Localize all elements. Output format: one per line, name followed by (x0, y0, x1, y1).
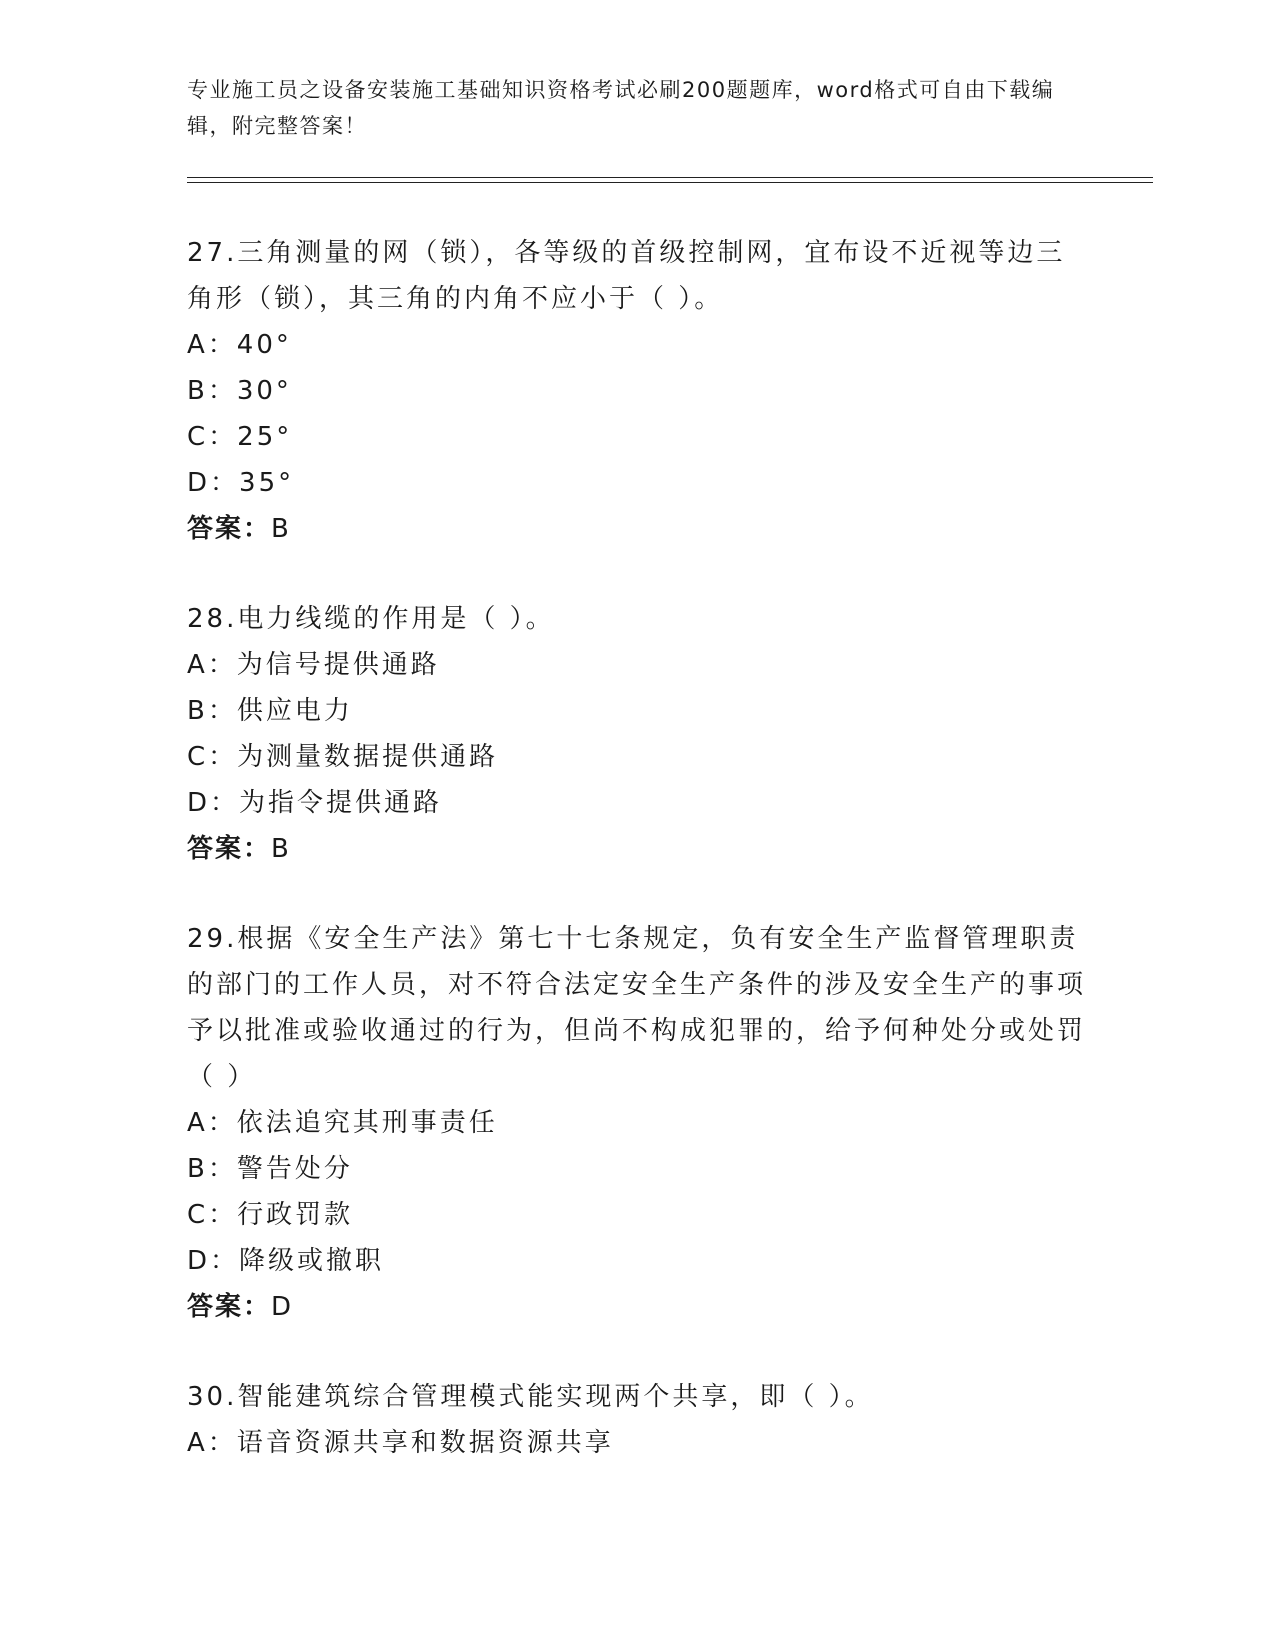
question-27 (187, 230, 1087, 552)
answer-line (187, 506, 1087, 552)
question-text: 27.三角测量的网（锁），各等级的首级控制网，宜布设不近视等边三角形（锁），其三角的内角不应小于（ ）。 (187, 238, 1066, 314)
option-b: B：警告处分 (187, 1154, 353, 1184)
answer-line (187, 1284, 1087, 1330)
question-text: 30.智能建筑综合管理模式能实现两个共享，即（ ）。 (187, 1382, 874, 1412)
answer-value: B (271, 514, 291, 544)
document-header: 专业施工员之设备安装施工基础知识资格考试必刷200题题库，word格式可自由下载编辑，附完整答案！ (187, 78, 1055, 138)
option-d: D：35° (187, 468, 295, 498)
answer-label: 答案： (187, 514, 272, 544)
option-c: C：25° (187, 422, 293, 452)
option-d: D：降级或撤职 (187, 1246, 385, 1276)
option-d: D：为指令提供通路 (187, 788, 443, 818)
question-29 (187, 916, 1087, 1330)
question-list (187, 230, 1087, 1510)
question-text: 29.根据《安全生产法》第七十七条规定，负有安全生产监督管理职责的部门的工作人员，对不符合法定安全生产条件的涉及安全生产的事项予以批准或验收通过的行为，但尚不构成犯罪的，给予何种处分或处罚（ ） (187, 924, 1087, 1092)
question-text: 28.电力线缆的作用是（ ）。 (187, 604, 555, 634)
option-a: A：40° (187, 330, 292, 360)
question-28 (187, 596, 1087, 872)
option-c: C：为测量数据提供通路 (187, 742, 499, 772)
option-b: B：30° (187, 376, 292, 406)
answer-value: B (271, 834, 291, 864)
option-a: A：为信号提供通路 (187, 650, 440, 680)
answer-label: 答案： (187, 1292, 272, 1322)
question-30 (187, 1374, 1087, 1466)
option-a: A：依法追究其刑事责任 (187, 1108, 498, 1138)
option-a: A：语音资源共享和数据资源共享 (187, 1428, 614, 1458)
header-divider-bottom (187, 182, 1153, 183)
option-b: B：供应电力 (187, 696, 353, 726)
answer-label: 答案： (187, 834, 272, 864)
option-c: C：行政罚款 (187, 1200, 354, 1230)
answer-value: D (271, 1292, 294, 1322)
answer-line (187, 826, 1087, 872)
header-divider-top (187, 177, 1153, 178)
